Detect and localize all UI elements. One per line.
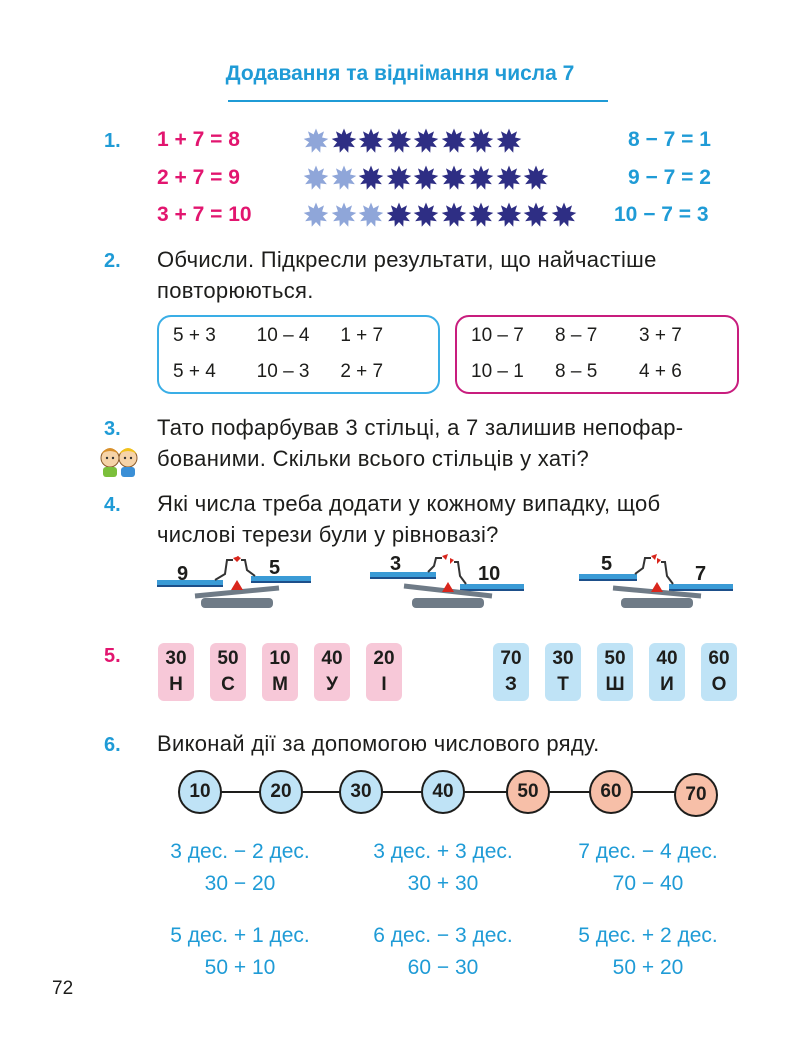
expression-box-pink xyxy=(455,315,739,394)
card-letter: М xyxy=(272,674,288,695)
kids-icon xyxy=(98,442,140,483)
dark-star-icon xyxy=(496,165,522,191)
card-value: 50 xyxy=(604,648,626,669)
expression: 10 – 7 xyxy=(471,325,524,346)
card-value: 70 xyxy=(500,648,522,669)
dark-star-icon xyxy=(468,165,494,191)
exercise-4-text: числові терези були у рівновазі? xyxy=(157,522,499,547)
letter-card xyxy=(314,643,350,701)
balance-scale xyxy=(155,550,315,612)
equation-left: 1 + 7 = 8 xyxy=(157,128,240,151)
dark-star-icon xyxy=(413,128,439,154)
card-letter: Т xyxy=(557,674,569,695)
dark-star-icon xyxy=(441,165,467,191)
calc-words: 6 дес. − 3 дес. xyxy=(373,924,513,947)
letter-card xyxy=(701,643,737,701)
calc-words: 5 дес. + 2 дес. xyxy=(578,924,718,947)
number-line-node: 20 xyxy=(259,770,303,814)
dark-star-icon xyxy=(386,128,412,154)
exercise-6-text: Виконай дії за допомогою числового ряду. xyxy=(157,731,600,756)
scale-right-value: 5 xyxy=(269,557,281,579)
scale-left-value: 9 xyxy=(177,563,189,585)
card-value: 10 xyxy=(269,648,291,669)
card-letter: Н xyxy=(169,674,183,695)
balance-scale xyxy=(368,550,528,612)
number-line-node: 50 xyxy=(506,770,550,814)
scale-left-value: 3 xyxy=(390,553,402,575)
dark-star-icon xyxy=(358,165,384,191)
equation-right: 10 − 7 = 3 xyxy=(614,203,709,226)
dark-star-icon xyxy=(441,128,467,154)
number-line-node: 70 xyxy=(674,773,718,817)
number-line-node: 30 xyxy=(339,770,383,814)
card-letter: Ш xyxy=(605,674,625,695)
scale-right-value: 10 xyxy=(478,563,501,585)
expression: 5 + 4 xyxy=(173,361,216,382)
calc-item xyxy=(145,836,335,900)
card-letter: І xyxy=(381,674,387,695)
dark-star-icon xyxy=(468,128,494,154)
card-letter: С xyxy=(221,674,235,695)
letter-card xyxy=(597,643,633,701)
calc-item xyxy=(145,920,335,984)
dark-star-icon xyxy=(468,202,494,228)
dark-star-icon xyxy=(496,202,522,228)
card-value: 40 xyxy=(656,648,678,669)
dark-star-icon xyxy=(331,128,357,154)
expression: 5 + 3 xyxy=(173,325,216,346)
expression: 10 – 4 xyxy=(256,325,310,346)
card-value: 30 xyxy=(165,648,187,669)
expression: 1 + 7 xyxy=(340,325,384,346)
dark-star-icon xyxy=(441,202,467,228)
exercise-1-number: 1. xyxy=(104,130,121,152)
dark-star-icon xyxy=(386,202,412,228)
equation-left: 2 + 7 = 9 xyxy=(157,166,240,189)
expression: 10 – 1 xyxy=(471,361,524,382)
letter-card xyxy=(493,643,529,701)
light-star-icon xyxy=(331,202,357,228)
page-title: Додавання та віднімання числа 7 xyxy=(225,62,575,85)
title-underline xyxy=(228,100,608,102)
dark-star-icon xyxy=(523,202,549,228)
exercise-3-text: Тато пофарбував 3 стільці, а 7 залишив непофар- xyxy=(157,415,684,440)
equation-right: 8 − 7 = 1 xyxy=(628,128,711,151)
calc-digits: 70 − 40 xyxy=(612,872,684,895)
expression-box-blue xyxy=(157,315,440,394)
calc-digits: 60 − 30 xyxy=(407,956,479,979)
calc-digits: 50 + 20 xyxy=(612,956,684,979)
light-star-icon xyxy=(303,202,329,228)
equation-left: 3 + 7 = 10 xyxy=(157,203,252,226)
exercise-2-text: повторюються. xyxy=(157,278,314,303)
dark-star-icon xyxy=(413,165,439,191)
dark-star-icon xyxy=(496,128,522,154)
calc-words: 3 дес. + 3 дес. xyxy=(373,840,513,863)
dark-star-icon xyxy=(413,202,439,228)
letter-card xyxy=(262,643,298,701)
number-line-node: 60 xyxy=(589,770,633,814)
expression: 4 + 6 xyxy=(639,361,682,382)
calc-digits: 30 − 20 xyxy=(204,872,276,895)
card-value: 60 xyxy=(708,648,730,669)
letter-card xyxy=(210,643,246,701)
calc-item xyxy=(553,836,743,900)
calc-item xyxy=(348,920,538,984)
calc-words: 3 дес. − 2 дес. xyxy=(170,840,310,863)
balance-scale xyxy=(577,550,737,612)
exercise-5-number: 5. xyxy=(104,645,121,667)
card-value: 50 xyxy=(217,648,239,669)
dark-star-icon xyxy=(523,165,549,191)
light-star-icon xyxy=(358,202,384,228)
expression: 10 – 3 xyxy=(256,361,310,382)
light-star-icon xyxy=(331,165,357,191)
exercise-6-number: 6. xyxy=(104,734,121,756)
expression: 3 + 7 xyxy=(639,325,682,346)
calc-item xyxy=(348,836,538,900)
expression: 8 – 7 xyxy=(555,325,598,346)
expression: 2 + 7 xyxy=(340,361,384,382)
card-letter: О xyxy=(711,674,727,695)
letter-card xyxy=(158,643,194,701)
exercise-4-number: 4. xyxy=(104,494,121,516)
dark-star-icon xyxy=(386,165,412,191)
letter-card xyxy=(366,643,402,701)
card-letter: З xyxy=(505,674,517,695)
calc-digits: 50 + 10 xyxy=(204,956,276,979)
calc-digits: 30 + 30 xyxy=(407,872,479,895)
card-value: 20 xyxy=(373,648,395,669)
exercise-3-number: 3. xyxy=(104,418,121,440)
dark-star-icon xyxy=(551,202,577,228)
card-letter: И xyxy=(660,674,674,695)
letter-card xyxy=(649,643,685,701)
number-line-node: 40 xyxy=(421,770,465,814)
equation-right: 9 − 7 = 2 xyxy=(628,166,711,189)
exercise-2-number: 2. xyxy=(104,250,121,272)
light-star-icon xyxy=(303,128,329,154)
exercise-3-text: бованими. Скільки всього стільців у хаті? xyxy=(157,446,590,471)
dark-star-icon xyxy=(358,128,384,154)
exercise-4-text: Які числа треба додати у кожному випадку, щоб xyxy=(157,491,661,516)
letter-card xyxy=(545,643,581,701)
scale-left-value: 5 xyxy=(601,553,613,575)
card-value: 30 xyxy=(552,648,574,669)
number-line-node: 10 xyxy=(178,770,222,814)
scale-right-value: 7 xyxy=(695,563,707,585)
page-number: 72 xyxy=(52,978,74,999)
light-star-icon xyxy=(303,165,329,191)
calc-words: 5 дес. + 1 дес. xyxy=(170,924,310,947)
calc-item xyxy=(553,920,743,984)
exercise-2-text: Обчисли. Підкресли результати, що найчастіше xyxy=(157,247,657,272)
expression: 8 – 5 xyxy=(555,361,598,382)
calc-words: 7 дес. − 4 дес. xyxy=(578,840,718,863)
card-letter: У xyxy=(326,674,338,695)
card-value: 40 xyxy=(321,648,343,669)
